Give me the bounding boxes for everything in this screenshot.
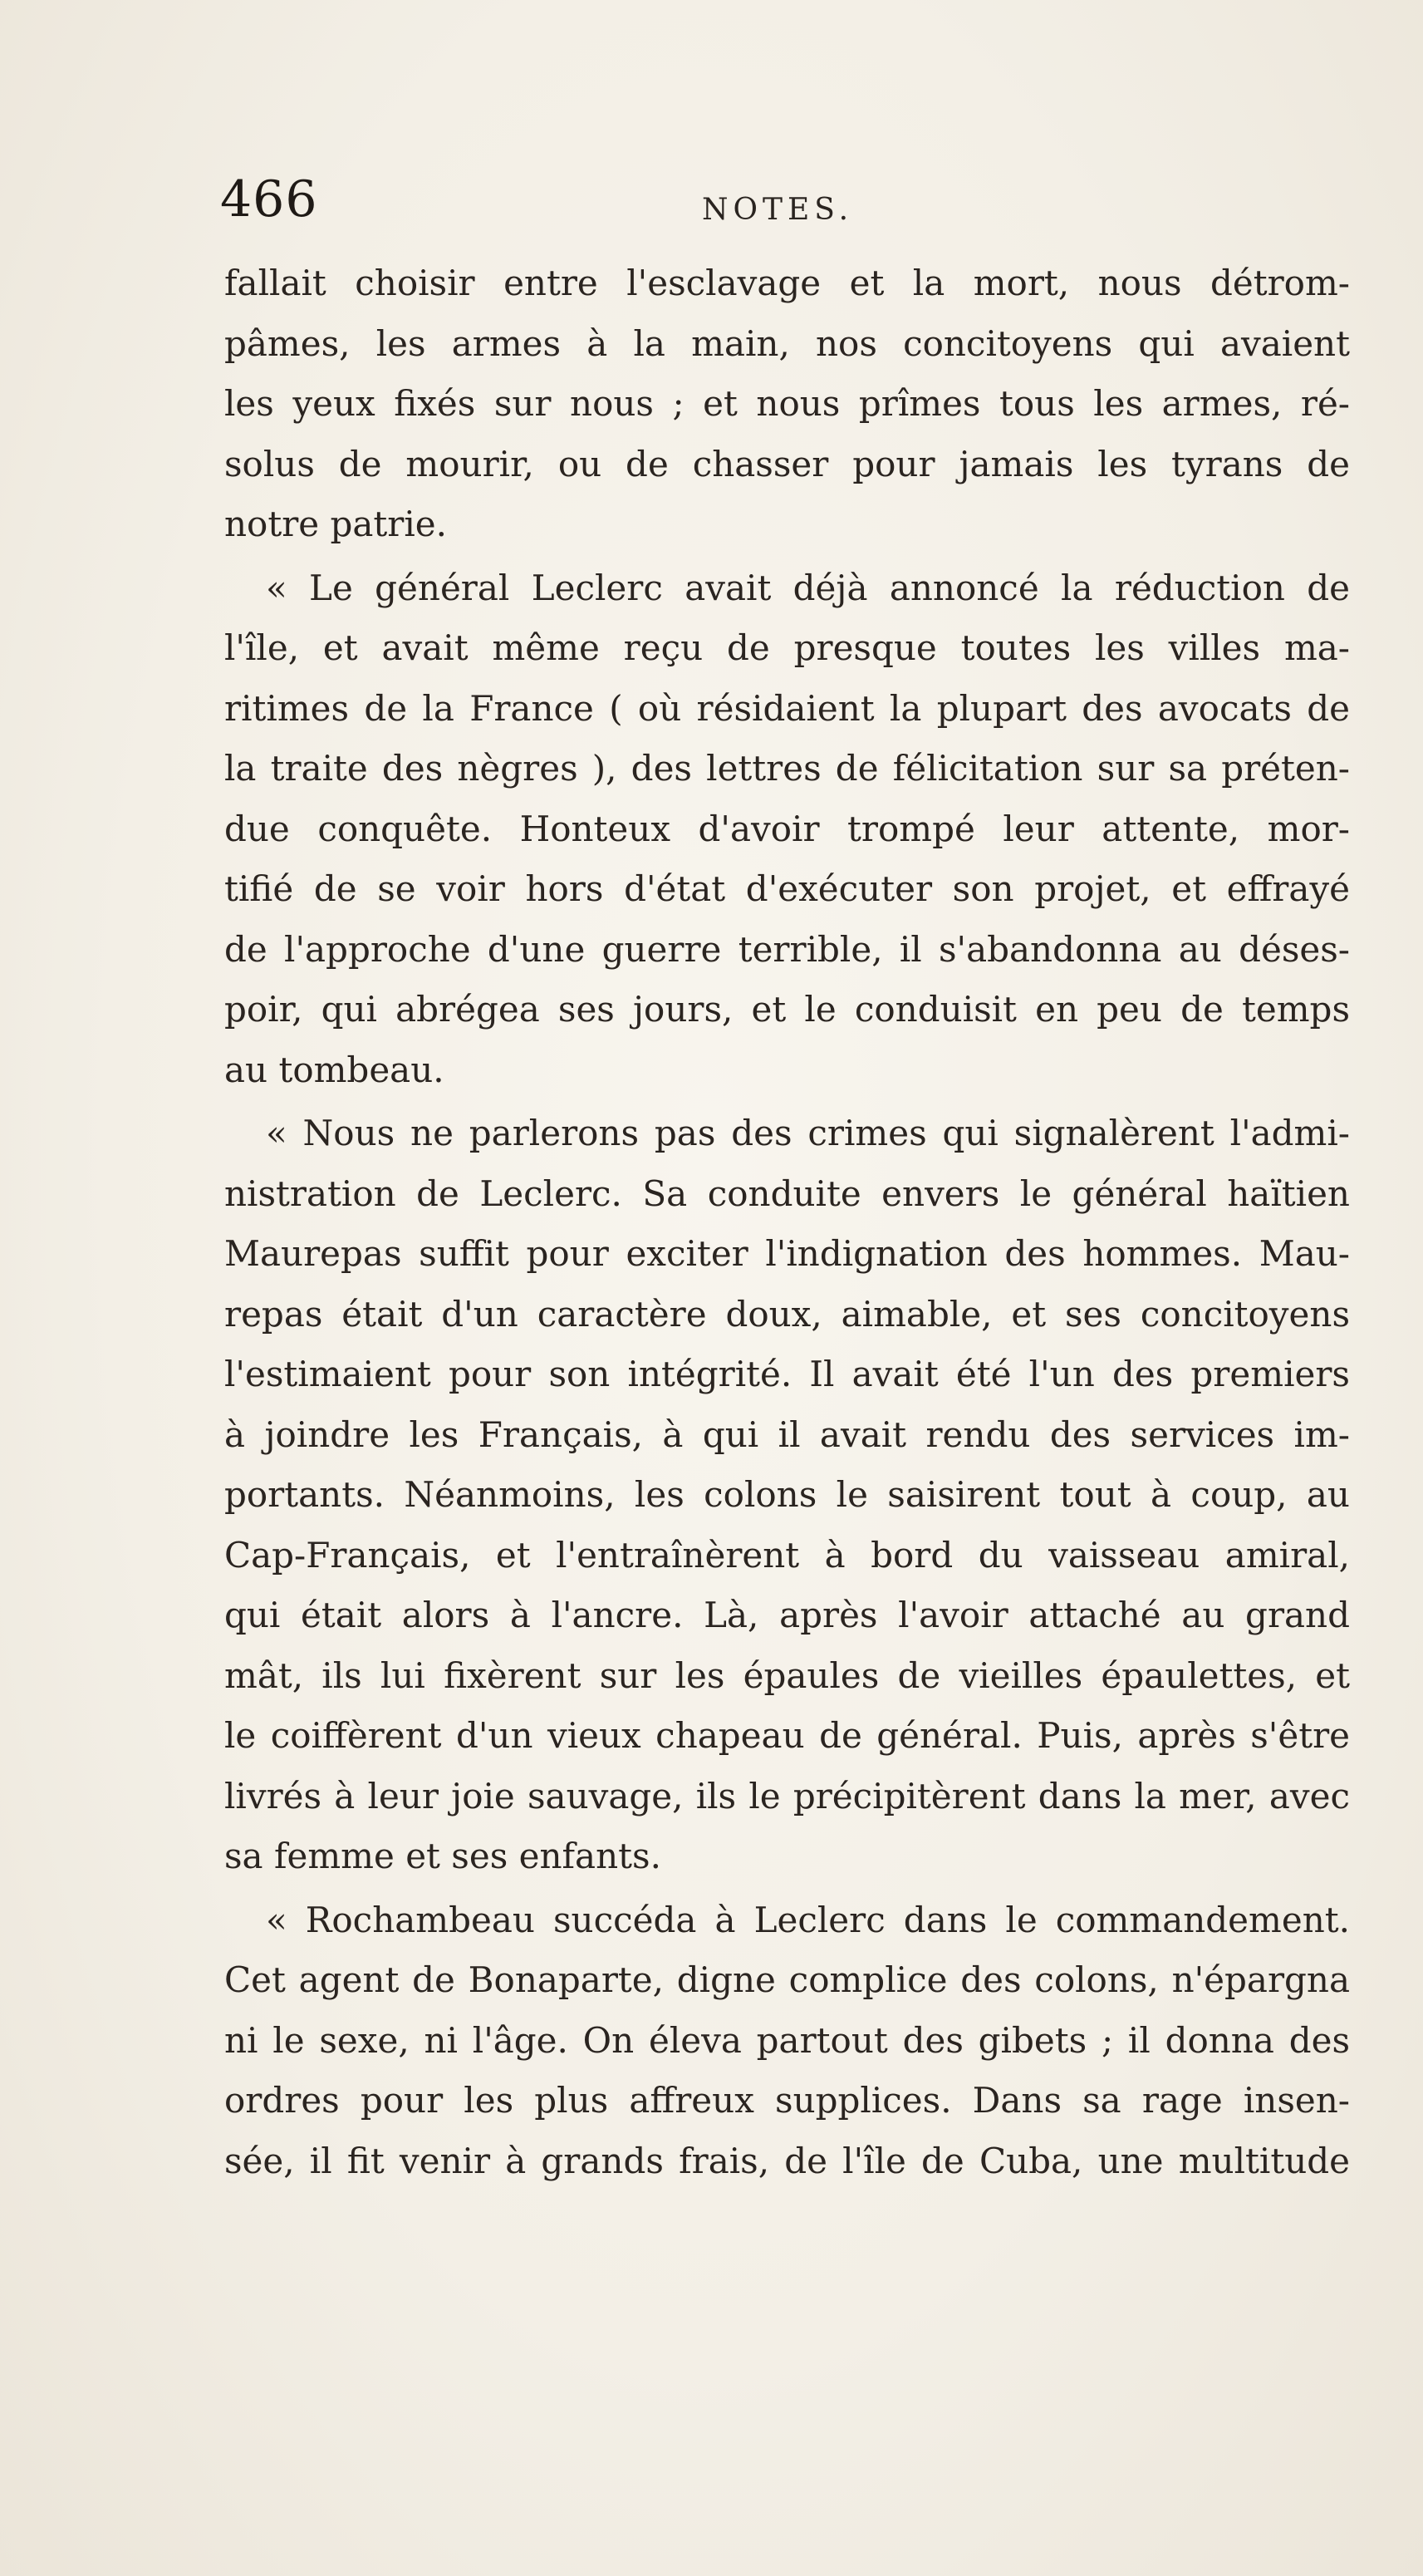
text-line: à joindre les Français, à qui il avait rendu des services im-	[224, 1413, 1350, 1455]
text-line: qui était alors à l'ancre. Là, après l'avoir attaché au grand	[224, 1595, 1350, 1635]
text-line: pâmes, les armes à la main, nos concitoyens qui avaient	[224, 322, 1350, 364]
text-line: nistration de Leclerc. Sa conduite envers le général haïtien	[224, 1172, 1350, 1214]
text-line: Maurepas suffit pour exciter l'indignation des hommes. Mau-	[224, 1233, 1350, 1274]
paragraph	[224, 1104, 1350, 1887]
text-line: solus de mourir, ou de chasser pour jamais les tyrans de	[224, 443, 1350, 484]
text-line: notre patrie.	[224, 504, 448, 544]
body-text	[224, 253, 1350, 2191]
text-line: tifié de se voir hors d'état d'exécuter son projet, et effrayé	[224, 868, 1350, 909]
page-number: 466	[220, 170, 318, 229]
paragraph	[224, 253, 1350, 555]
paragraph	[224, 1890, 1350, 2192]
text-line: la traite des nègres ), des lettres de félicitation sur sa préten-	[224, 748, 1350, 789]
text-line: due conquête. Honteux d'avoir trompé leur attente, mor-	[224, 808, 1350, 849]
text-line: livrés à leur joie sauvage, ils le précipitèrent dans la mer, avec	[224, 1775, 1350, 1816]
text-line: l'île, et avait même reçu de presque toutes les villes ma-	[224, 627, 1350, 668]
text-line: « Le général Leclerc avait déjà annoncé la réduction de	[266, 567, 1350, 608]
text-line: repas était d'un caractère doux, aimable, et ses concitoyens	[224, 1293, 1350, 1335]
text-line: ordres pour les plus affreux supplices. Dans sa rage insen-	[224, 2080, 1350, 2121]
text-line: le coiffèrent d'un vieux chapeau de général. Puis, après s'être	[224, 1715, 1350, 1756]
page-header	[220, 170, 1350, 237]
text-line: portants. Néanmoins, les colons le saisirent tout à coup, au	[224, 1474, 1350, 1515]
text-line: « Rochambeau succéda à Leclerc dans le commandement.	[266, 1899, 1350, 1940]
text-line: ni le sexe, ni l'âge. On éleva partout des gibets ; il donna des	[224, 2019, 1350, 2061]
text-line: mât, ils lui fixèrent sur les épaules de vieilles épaulettes, et	[224, 1654, 1350, 1696]
text-line: poir, qui abrégea ses jours, et le conduisit en peu de temps	[224, 989, 1350, 1030]
text-line: Cap-Français, et l'entraînèrent à bord du vaisseau amiral,	[224, 1534, 1350, 1576]
text-line: « Nous ne parlerons pas des crimes qui signalèrent l'admi-	[266, 1113, 1350, 1153]
text-line: fallait choisir entre l'esclavage et la mort, nous détrom-	[224, 263, 1350, 303]
text-line: au tombeau.	[224, 1049, 444, 1090]
text-line: de l'approche d'une guerre terrible, il s'abandonna au déses-	[224, 928, 1350, 970]
text-line: Cet agent de Bonaparte, digne complice des colons, n'épargna	[224, 1959, 1350, 2000]
text-line: les yeux fixés sur nous ; et nous prîmes tous les armes, ré-	[224, 383, 1350, 424]
text-line: sa femme et ses enfants.	[224, 1836, 661, 1876]
text-line: l'estimaient pour son intégrité. Il avait été l'un des premiers	[224, 1354, 1350, 1394]
paragraph	[224, 558, 1350, 1101]
text-line: ritimes de la France ( où résidaient la plupart des avocats de	[224, 687, 1350, 729]
text-line: sée, il fit venir à grands frais, de l'île de Cuba, une multitude	[224, 2140, 1350, 2181]
running-head: NOTES.	[702, 193, 854, 227]
